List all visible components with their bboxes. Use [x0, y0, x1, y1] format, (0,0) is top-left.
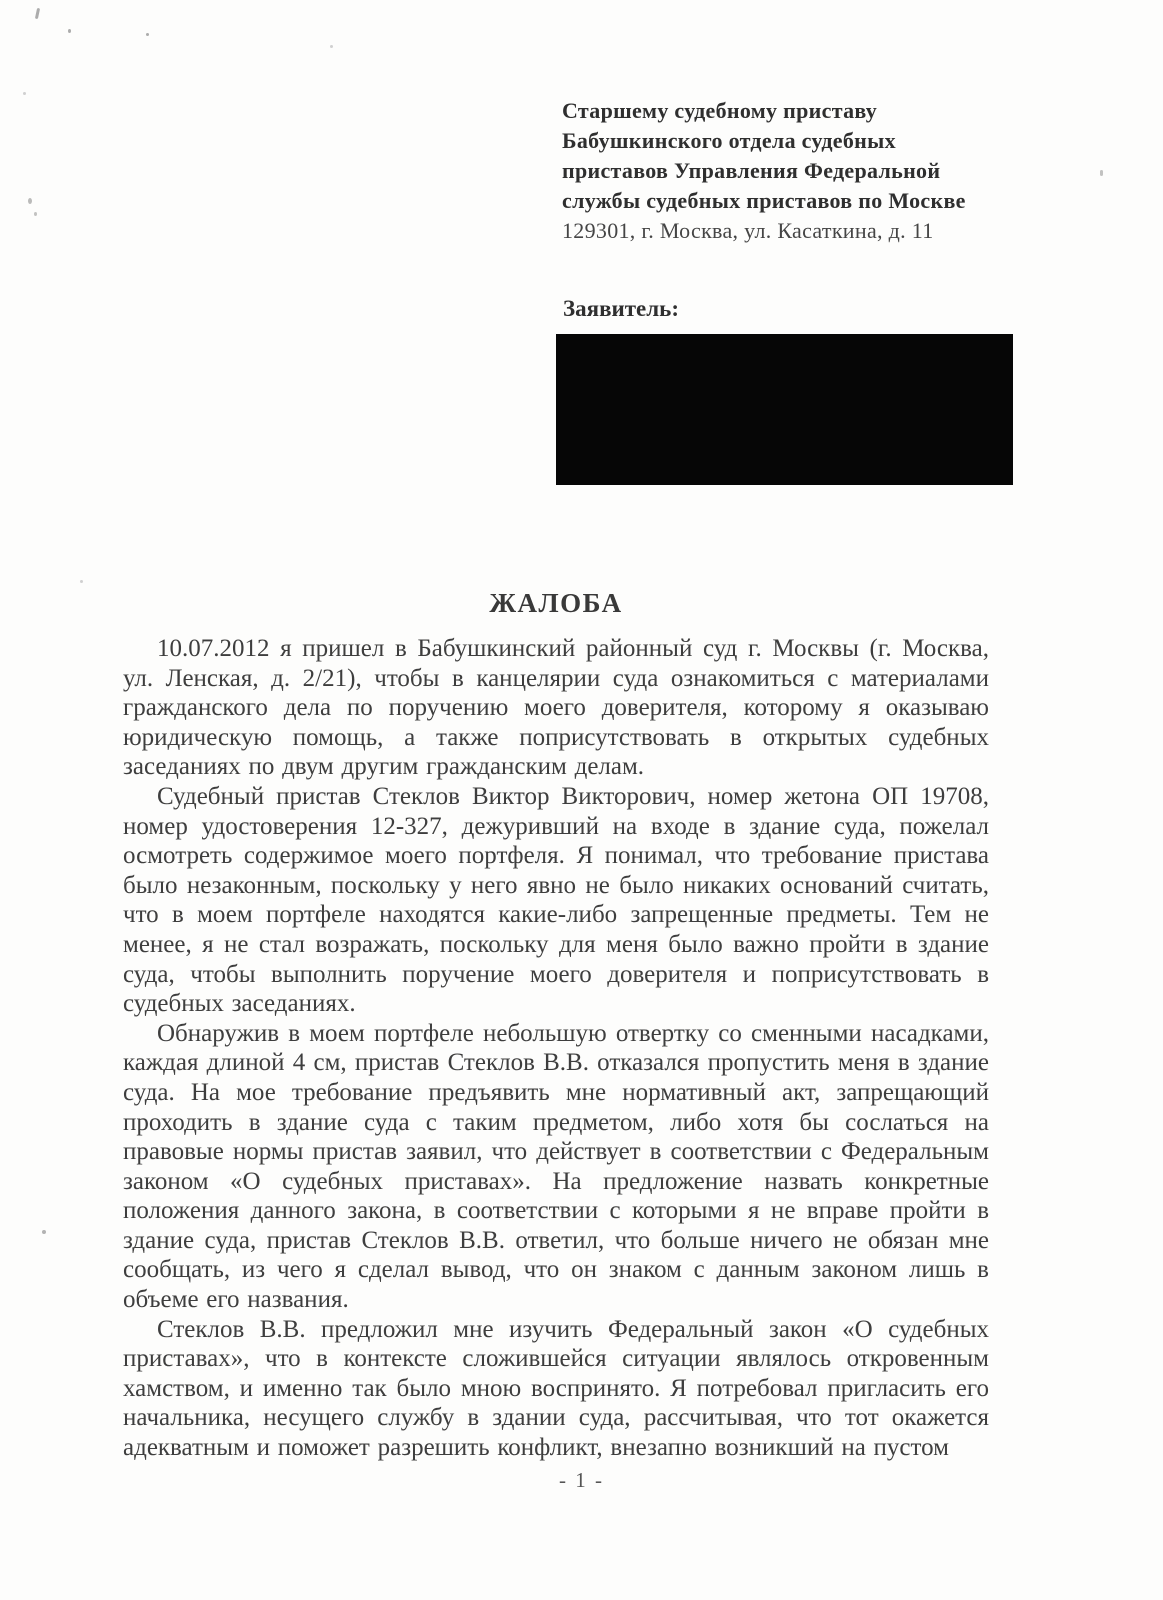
paragraph-3: Обнаружив в моем портфеле небольшую отвертку со сменными насадками, каждая длиной 4 см, пристав Стеклов В.В. отказался пропустить меня в здание суда. На мое требование предъявить мне нормативный акт, запрещающий проходить в здание суда с таким предметом, либо хотя бы сослаться на правовые нормы пристав заявил, что действует в соответствии с Федеральным законом «О судебных приставах». На предложение назвать конкретные положения данного закона, в соответствии с которыми я не вправе пройти в здание суда, пристав Стеклов В.В. ответил, что больше ничего не обязан мне сообщать, из чего я сделал вывод, что он знаком с данным законом лишь в объеме его названия. — [123, 1019, 989, 1314]
scan-speck — [330, 45, 333, 48]
paragraph-2: Судебный пристав Стеклов Виктор Викторович, номер жетона ОП 19708, номер удостоверения 12-327, дежуривший на входе в здание суда, пожелал осмотреть содержимое моего портфеля. Я понимал, что требование пристава было незаконным, поскольку у него явно не было никаких оснований считать, что в моем портфеле находятся какие-либо запрещенные предметы. Тем не менее, я не стал возражать, поскольку для меня было важно пройти в здание суда, чтобы выполнить поручение моего доверителя и поприсутствовать в судебных заседаниях. — [123, 782, 989, 1018]
page-number: - 1 - — [559, 1468, 604, 1492]
recipient-address-block — [562, 96, 992, 246]
scan-speck — [80, 580, 83, 583]
applicant-label: Заявитель: — [563, 296, 679, 321]
recipient-line-2: Бабушкинского отдела судебных — [562, 128, 896, 153]
paragraph-1: 10.07.2012 я пришел в Бабушкинский районный суд г. Москвы (г. Москва, ул. Ленская, д. 2/21), чтобы в канцелярии суда ознакомиться с материалами гражданского дела по поручению моего доверителя, которому я оказываю юридическую помощь, а также поприсутствовать в открытых судебных заседаниях по двум другим гражданским делам. — [123, 635, 989, 781]
recipient-line-4: службы судебных приставов по Москве — [562, 188, 966, 213]
scan-speck — [28, 198, 32, 204]
recipient-line-3: приставов Управления Федеральной — [562, 158, 941, 183]
document-body — [123, 634, 989, 1463]
recipient-line-1: Старшему судебному приставу — [562, 98, 878, 123]
scan-speck — [34, 212, 37, 216]
redaction-box — [556, 334, 1013, 485]
scan-speck — [146, 33, 149, 36]
scan-speck — [23, 92, 26, 95]
scan-speck — [35, 8, 40, 19]
document-title: ЖАЛОБА — [489, 588, 623, 618]
recipient-postal-address: 129301, г. Москва, ул. Касаткина, д. 11 — [562, 218, 934, 243]
scan-speck — [68, 29, 71, 33]
scan-speck — [1100, 170, 1103, 176]
paragraph-4: Стеклов В.В. предложил мне изучить Федеральный закон «О судебных приставах», что в контексте сложившейся ситуации являлось откровенным хамством, и именно так было мною воспринято. Я потребовал пригласить его начальника, несущего службу в здании суда, рассчитывая, что тот окажется адекватным и поможет разрешить конфликт, внезапно возникший на пустом — [123, 1315, 989, 1462]
scan-speck — [42, 1230, 46, 1234]
